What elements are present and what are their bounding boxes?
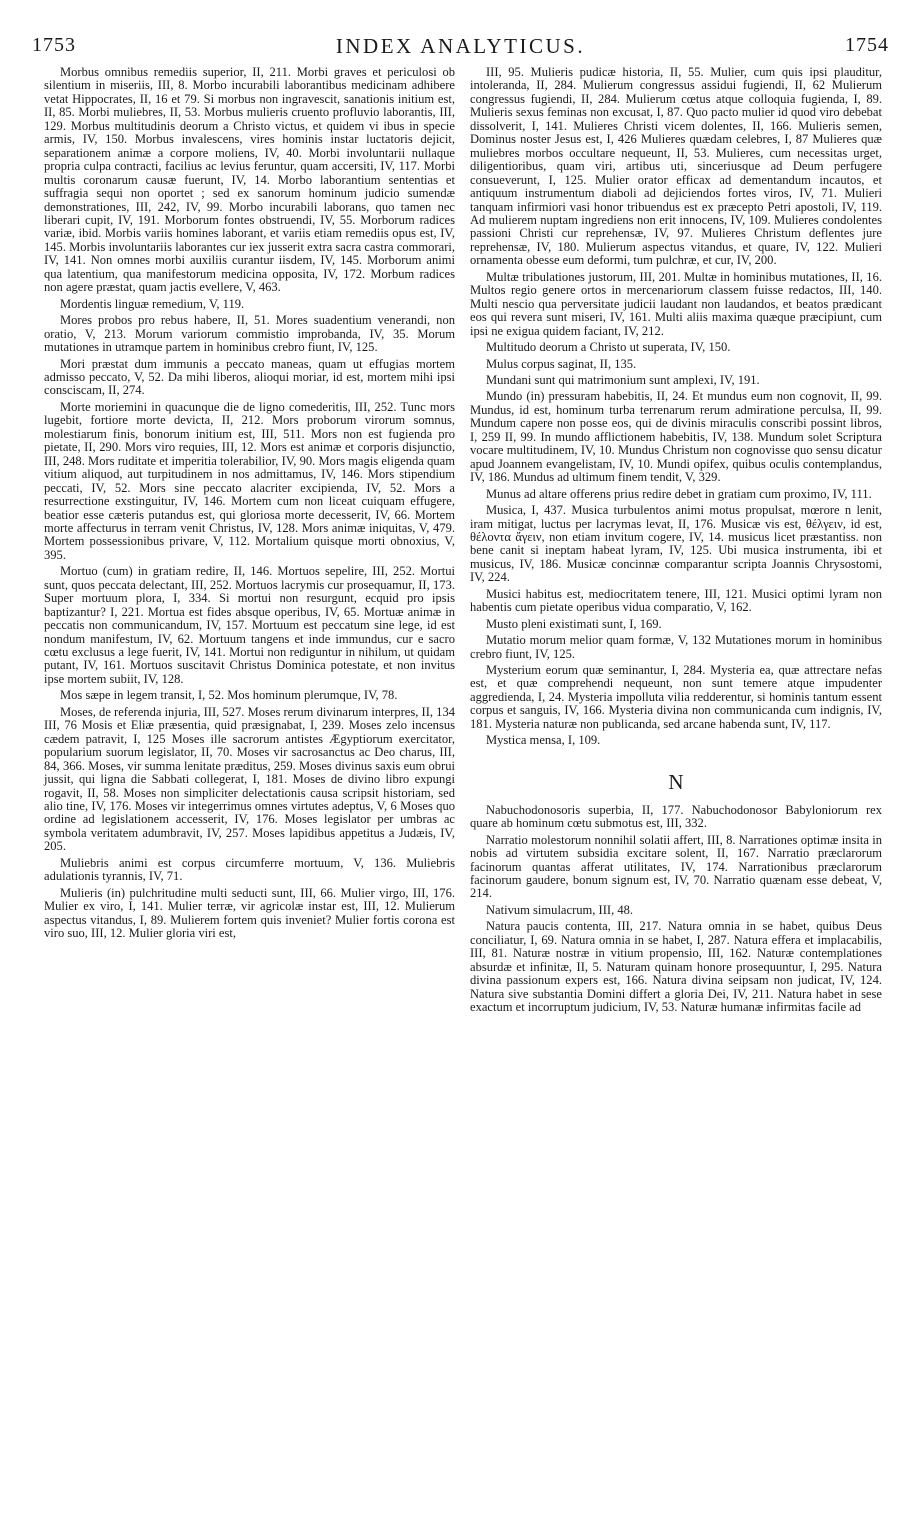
index-entry: Mos sæpe in legem transit, I, 52. Mos hominum plerumque, IV, 78. [60, 688, 398, 703]
right-column [470, 66, 882, 1018]
index-entry: Mulus corpus saginat, II, 135. [486, 356, 637, 371]
index-entry: Narratio molestorum nonnihil solatii affert, III, 8. Narrationes optimæ insita in nobis ad virtutem subsidia excitare solent, II, 167. Narratio præclarorum facinorum quantas afferat utilitates, IV, 174. Narrationibus præclarorum facinorum gaudere, bonum signum est, IV, 70. Narratio quænam esse debeat, V, 214. [470, 832, 882, 901]
index-entry: Mundani sunt qui matrimonium sunt amplexi, IV, 191. [486, 372, 760, 387]
index-entry: Mutatio morum melior quam formæ, V, 132 Mutationes morum in hominibus crebro fiunt, IV, 125. [470, 633, 882, 661]
page-header [32, 34, 889, 64]
section-letter-heading: N [668, 769, 684, 794]
index-entry: Morte moriemini in quacunque die de ligno comederitis, III, 252. Tunc mors lugebit, fortiore morte devicta, II, 212. Mors proborum virorum somnus, molestiarum finis, bonorum initium est, III, 511. Mors non est fugienda pro pietate, II, 290. Mors viro requies, III, 12. Mors est animæ et corporis disjunctio, III, 248. Mors ruditate et imperitia tolerabilior, IV, 90. Mors magis eligenda quam vitium aliquod, aut turpitudinem in nos admittamus, IV, 146. Mors stipendium peccati, IV, 52. Mors sine peccato alacriter excipienda, IV, 52. Mors a resurrectione exstinguitur, IV, 146. Mortem cum non liceat cuiquam effugere, beatior esse cæteris putandus est, qui gloriosa morte decesserit, IV, 66. Mortem morte affecturus in terram venit Christus, IV, 128. Mors animæ iniquitas, V, 479. Mortem possessionibus privare, V, 112. Mortalium quisque morti obnoxius, V, 395. [44, 399, 455, 562]
index-entry: Musto pleni existimati sunt, I, 169. [486, 616, 662, 631]
page-number-right: 1754 [845, 34, 889, 56]
index-entry: Mysterium eorum quæ seminantur, I, 284. Mysteria ea, quæ attrectare nefas est, et quæ comprehendi nequeunt, non sunt temere atque impudenter aggredienda, I, 24. Mysteria impolluta vilia redderentur, si hominis tantum essent corpus et sanguis, IV, 166. Mysteria divina non communicanda cum indignis, IV, 181. Mysteria naturæ non publicanda, sed arcane habenda sunt, IV, 117. [470, 663, 882, 731]
index-entry: Nativum simulacrum, III, 48. [486, 902, 634, 917]
index-entry: Natura paucis contenta, III, 217. Natura omnia in se habet, quibus Deus conciliatur, I, 69. Natura omnia in se habet, I, 287. Natura effera et implacabilis, III, 81. Naturæ nostræ in vitium propensio, III, 162. Naturæ contemplationes absurdæ et infinitæ, II, 5. Naturam quinam honore prosequuntur, I, 295. Natura divina passionum expers est, 166. Natura divina seipsam non judicat, IV, 124. Natura sive substantia Domini differt a gloria Dei, IV, 211. Natura habet in sese exactum et incorruptum judicium, IV, 53. Naturæ humanæ infirmitas facile ad [470, 919, 882, 1015]
index-entry: Musica, I, 437. Musica turbulentos animi motus propulsat, mœrore n lenit, iram mitigat, luctus per lacrymas levat, II, 176. Musicæ vis est, θέλγειν, id est, θέλοντα ἄγειν, non etiam invitum cogere, IV, 14. musicus licet præstantiss. non bene canit si ineptam habeat lyram, IV, 125. Ubi musica instrumenta, ibi et musicus, IV, 186. Musicæ concinnæ comparantur scripta Joannis Chrysostomi, IV, 224. [470, 503, 882, 585]
index-entry: Mortuo (cum) in gratiam redire, II, 146. Mortuos sepelire, III, 252. Mortui sunt, quos peccata delectant, III, 252. Mortuos lacrymis cur prosequamur, II, 173. Super mortuum plora, I, 334. Si mortui non resurgunt, ecquid pro ipsis baptizantur? I, 221. Mortua est fides absque operibus, IV, 65. Mortuæ animæ in peccatis non communicandum, IV, 157. Mortuum est peccatum sine lege, id est nondum manifestum, IV, 62. Mortuum tangens et inde immundus, cur e sacro cœtu exclusus a lege fuerit, IV, 141. Mortui non rediguntur in nihilum, ut quidam putant, IV, 161. Mortuos suscitavit Christus Dominica potestate, et non invitus ipse mortem subiit, IV, 128. [44, 564, 455, 686]
index-entry: Multitudo deorum a Christo ut superata, IV, 150. [486, 340, 731, 355]
index-entry: Mores probos pro rebus habere, II, 51. Mores suadentium venerandi, non oratio, V, 213. Morum variorum commistio improbanda, IV, 35. Morum mutationes in utramque partem in hominibus crebro fiunt, IV, 125. [44, 313, 455, 355]
left-column [44, 66, 455, 944]
index-entry: Mundo (in) pressuram habebitis, II, 24. Et mundus eum non cognovit, II, 99. Mundus, id est, hominum turba terrenarum rerum admiratione perculsa, II, 99. Mundum capere non posse eos, qui de divinis miraculis conscribi possint libros, I, 259 II, 99. In mundo afflictionem habebitis, IV, 138. Mundum solet Scriptura vocare multitudinem, IV, 10. Mundus Christum non cognovisse quo sensu dicatur apud Joannem evangelistam, IV, 10. Mundi opifex, quibus oculis contemplandus, IV, 186. Mundus ad ultimum finem tendit, V, 329. [470, 389, 882, 485]
index-entry: III, 95. Mulieris pudicæ historia, II, 55. Mulier, cum quis ipsi plauditur, intoleranda, II, 284. Mulierum congressus assidui fugiendi, II, 62 Mulierum congressus fugiendi, II, 284. Mulierum cœtus atque colloquia fugienda, I, 89. Mulieris sexus feminas non excusat, I, 87. Quo pacto mulier id quod viro debebat dissolverit, I, 141. Mulieres Christi vicem dolentes, II, 166. Mulieris semen, Dominus noster Jesus est, I, 426 Mulieres quædam celebres, I, 87 Mulieres quæ muliebres morbos occultare nequeunt, II, 53. Mulieres, cum necessitas urget, diligentioribus, quam viri, artibus uti, sinceriusque ad Deum perfugere consueverunt, I, 125. Mulier orator efficax ad dementandum incautos, et antiquum instrumentum diaboli ad dejiciendos fortes viros, IV, 71. Mulieri tanquam infirmiori vasi honor tribuendus est ex præcepto Petri apostoli, IV, 119. Ad mulierem nuptam ingrediens non erit innocens, IV, 109. Mulieres condolentes passioni Christi cur reprehensæ, IV, 97. Mulieres Christum deflentes jure reprehensæ, IV, 180. Mulierum aspectus vitandus, et quare, IV, 122. Mulieri ornamenta obesse eum deformi, tum pulchræ, et cur, IV, 200. [470, 65, 882, 268]
index-entry: Multæ tribulationes justorum, III, 201. Multæ in hominibus mutationes, II, 16. Multos regio genere ortos in mercenariorum classem fuisse redactos, III, 140. Multi nescio qua perversitate judicii laudant non laudandos, et beatos prædicant eos qui revera sunt miseri, IV, 161. Multi aliis maxima quæque præcipiunt, cum ipsi ne exigua quidem faciant, IV, 212. [470, 269, 882, 338]
index-entry: Moses, de referenda injuria, III, 527. Moses rerum divinarum interpres, II, 134 III, 76 Mosis et Eliæ præsentia, quid præsignabat, I, 239. Moses zelo incensus cædem patravit, I, 125 Moses ille sacrorum antistes Ægyptiorum exercitator, popularium suorum legislator, II, 70. Moses vir sacrosanctus ac Deo charus, III, 84, 366. Moses, vir summa lenitate præditus, 259. Moses divinus saxis eum obrui jussit, qui ligna die Sabbati collegerat, I, 181. Moses de divino libro expungi rogavit, II, 58. Moses non simpliciter delectationis causa scripsit historiam, sed alio tine, IV, 176. Moses vir integerrimus omnes virtutes adeptus, V, 6 Moses quo ordine ad legislationem accesserit, IV, 176. Moses legislator per umbras ac symbola veritatem adumbravit, IV, 257. Moses lapidibus appetitus a Judæis, IV, 205. [44, 704, 455, 854]
index-entry: Mulieris (in) pulchritudine multi seducti sunt, III, 66. Mulier virgo, III, 176. Mulier ex viro, I, 141. Mulier terræ, vir agricolæ instar est, III, 12. Mulierum aspectus vitandus, I, 89. Mulierem fortem quis inveniet? Mulier fortis corona est viro suo, III, 12. Mulier gloria viri est, [44, 885, 455, 941]
index-entry: Musici habitus est, mediocritatem tenere, III, 121. Musici optimi lyram non habentis cum pietate operibus vidua comparatio, V, 162. [470, 586, 882, 615]
page-title: INDEX ANALYTICUS. [335, 34, 586, 58]
index-entry: Morbus omnibus remediis superior, II, 211. Morbi graves et periculosi ob silentium in miseriis, III, 8. Morbo incurabili laborantibus medicinam adhibere vetat Hippocrates, II, 16 et 79. Si morbus non ingravescit, sanationis initium est, II, 85. Morbi muliebres, II, 53. Morbus mulieris cruento profluvio laborantis, III, 129. Morbus multitudinis deorum a Christo victus, et quidem vi ibus in specie armis, IV, 150. Morbus invalescens, vires hominis instar luctatoris dejicit, separationem animæ a corpore moliens, IV, 40. Morbi involuntarii nullaque propria culpa contracti, facilius ac levius feruntur, quam accersiti, IV, 117. Morbi multis coronarum causæ fuerunt, IV, 14. Morbo laborantium sententias et suffragia sequi non oportet ; sed ex sanorum hominum judicio sumendæ demonstrationes, III, 242, IV, 99. Morbo incurabili laborans, quo tamen nec liberari cupit, IV, 191. Morborum fontes obstruendi, IV, 55. Morborum radices variæ, ibid. Morbis variis homines laborant, et variis etiam remediis opus est, IV, 145. Morbis involuntariis laborantes cur iex jusserit extra sacra castra commorari, IV, 141. Non omnes morbi auxiliis curantur iisdem, IV, 145. Morborum animi qua latentium, qua manifestorum medicina opposita, IV, 172. Morbum radices non agere præstat, quam jactis evellere, V, 463. [44, 65, 455, 295]
index-entry: Mordentis linguæ remedium, V, 119. [60, 296, 245, 311]
index-entry: Nabuchodonosoris superbia, II, 177. Nabuchodonosor Babyloniorum rex quare ab hominum cœtu submotus est, III, 332. [470, 802, 882, 831]
index-entry: Muliebris animi est corpus circumferre mortuum, V, 136. Muliebris adulationis tyrannis, IV, 71. [44, 855, 455, 884]
page-number-left: 1753 [32, 34, 76, 56]
index-entry: Mystica mensa, I, 109. [486, 733, 601, 748]
index-entry: Munus ad altare offerens prius redire debet in gratiam cum proximo, IV, 111. [486, 486, 872, 501]
index-entry: Mori præstat dum immunis a peccato maneas, quam ut effugias mortem admisso peccato, V, 52. Da mihi liberos, alioqui moriar, id est, mortem mihi ipsi consciscam, II, 274. [44, 356, 455, 398]
